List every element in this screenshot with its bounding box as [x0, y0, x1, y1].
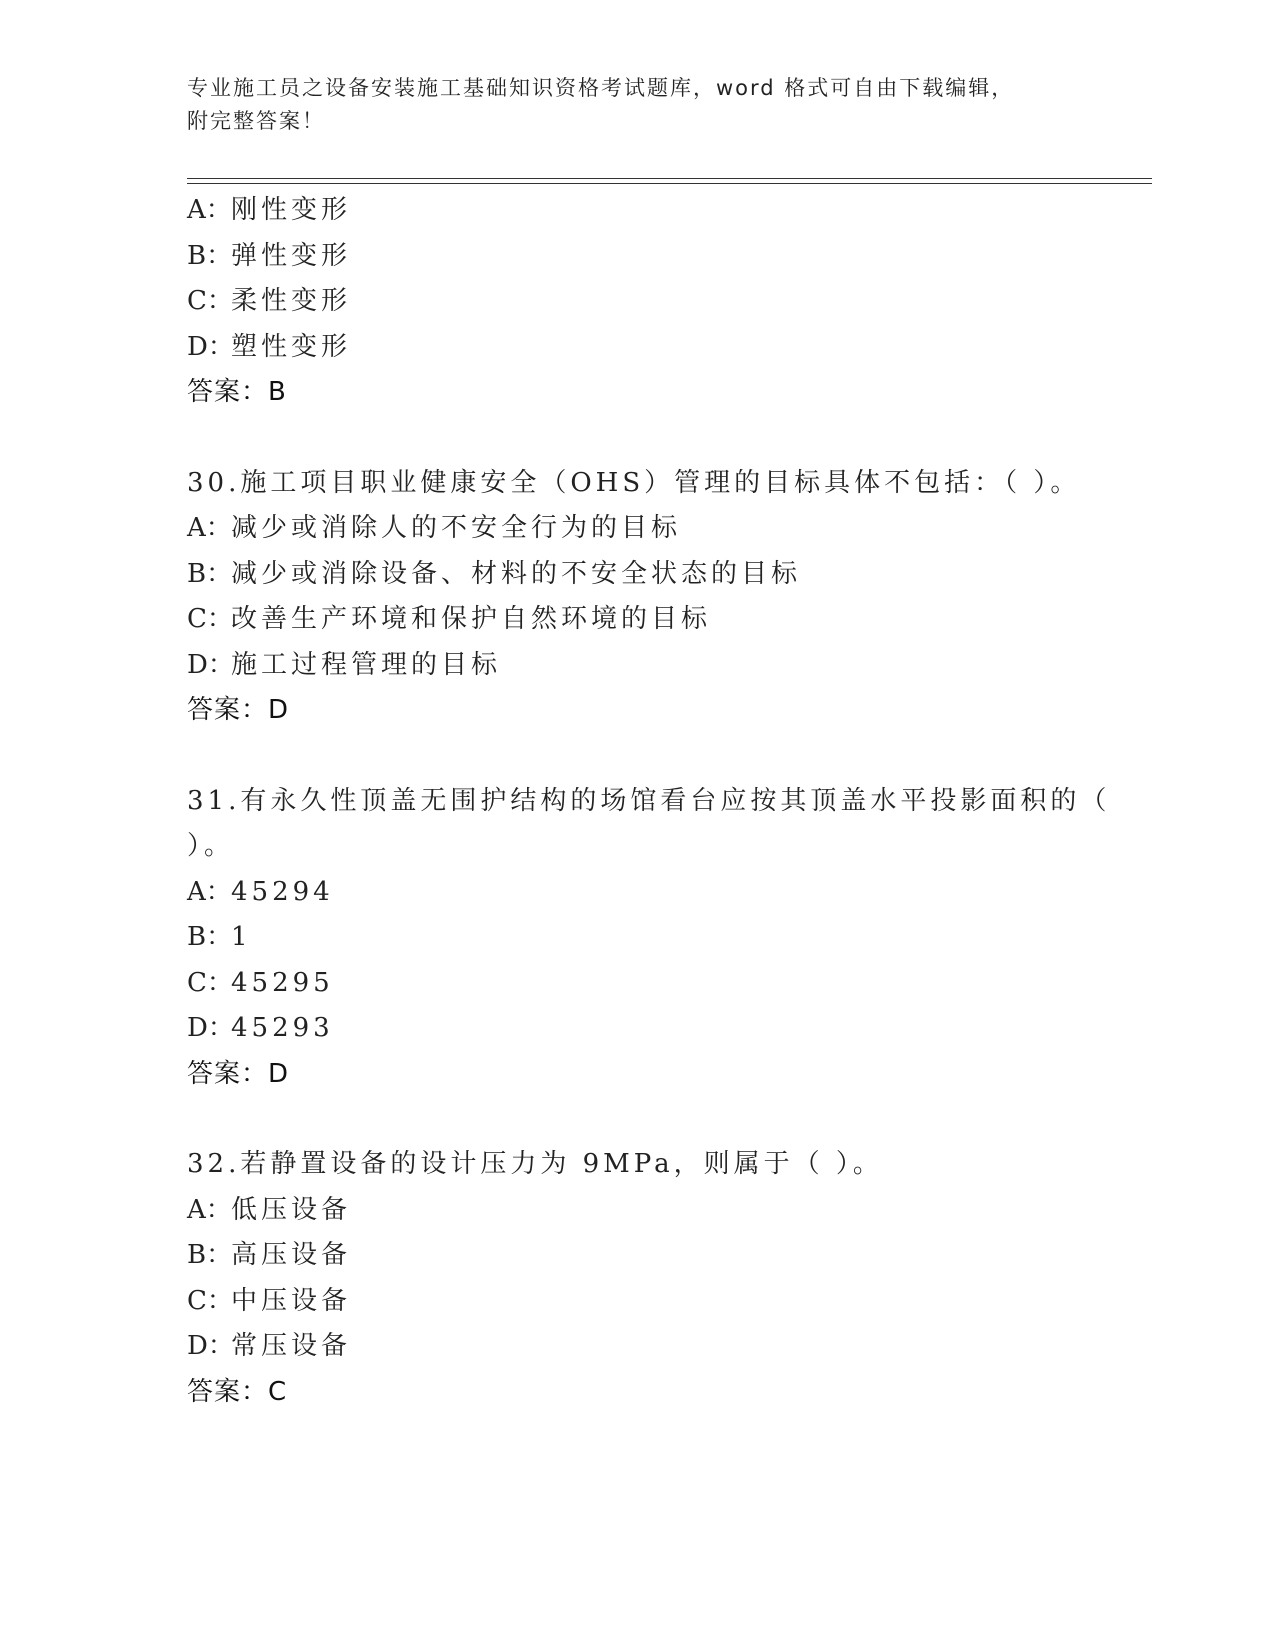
question-block-31 [187, 779, 1147, 1098]
option-a [187, 1188, 1147, 1234]
option-text: 施工过程管理的目标 [231, 649, 502, 680]
question-text: 32.若静置设备的设计压力为 9MPa，则属于（ ）。 [187, 1149, 883, 1179]
option-label: C： [187, 967, 233, 998]
option-label: B： [187, 240, 233, 271]
answer-line: 答案：B [187, 377, 287, 407]
option-label: C： [187, 286, 233, 316]
option-d [187, 1006, 1147, 1052]
option-a [187, 870, 1147, 916]
header-line-1: 专业施工员之设备安装施工基础知识资格考试题库，word 格式可自由下载编辑， [187, 76, 1015, 100]
option-text: 高压设备 [231, 1240, 352, 1270]
option-text: 弹性变形 [231, 240, 352, 271]
option-c [187, 961, 1147, 1007]
option-c [187, 1279, 1147, 1325]
option-d [187, 1324, 1147, 1370]
option-label: B： [187, 558, 233, 589]
option-label: D： [187, 1013, 234, 1043]
option-d [187, 643, 1147, 689]
document-header [187, 72, 1087, 138]
spacer [187, 1097, 1147, 1142]
option-text: 45294 [231, 876, 334, 907]
answer-line: 答案：C [187, 1376, 288, 1407]
question-text-continued: ）。 [187, 831, 235, 861]
option-label: A： [187, 195, 232, 225]
option-text: 1 [231, 922, 252, 952]
option-text: 45295 [231, 967, 334, 998]
question-block-30 [187, 461, 1147, 734]
option-label: D： [187, 331, 234, 362]
question-text: 31.有永久性顶盖无围护结构的场馆看台应按其顶盖水平投影面积的（ [187, 785, 1111, 816]
option-text: 45293 [231, 1013, 334, 1043]
option-text: 减少或消除人的不安全行为的目标 [231, 513, 682, 543]
option-label: D： [187, 1331, 234, 1361]
option-label: C： [187, 1285, 233, 1316]
option-text: 柔性变形 [231, 286, 352, 316]
header-line-2: 附完整答案！ [187, 109, 325, 133]
question-block-32 [187, 1142, 1147, 1415]
header-divider-top [187, 178, 1152, 179]
option-text: 减少或消除设备、材料的不安全状态的目标 [231, 558, 802, 589]
header-divider-bottom [187, 183, 1152, 184]
option-label: A： [187, 876, 232, 907]
option-label: A： [187, 513, 232, 543]
option-label: D： [187, 649, 234, 680]
option-text: 改善生产环境和保护自然环境的目标 [231, 604, 712, 634]
option-a [187, 188, 1147, 234]
spacer [187, 416, 1147, 461]
answer-line: 答案：D [187, 1058, 290, 1089]
question-text: 30.施工项目职业健康安全（OHS）管理的目标具体不包括：（ ）。 [187, 467, 1081, 498]
answer-line: 答案：D [187, 695, 290, 725]
option-text: 刚性变形 [231, 195, 352, 225]
option-c [187, 279, 1147, 325]
option-c [187, 597, 1147, 643]
option-text: 塑性变形 [231, 331, 352, 362]
option-text: 常压设备 [231, 1331, 352, 1361]
option-label: A： [187, 1194, 232, 1225]
option-text: 低压设备 [231, 1194, 352, 1225]
option-label: C： [187, 604, 233, 634]
spacer [187, 734, 1147, 779]
option-label: B： [187, 922, 233, 952]
option-b [187, 1233, 1147, 1279]
option-text: 中压设备 [231, 1285, 352, 1316]
option-d [187, 325, 1147, 371]
option-b [187, 552, 1147, 598]
option-b [187, 915, 1147, 961]
question-list [187, 188, 1147, 1415]
option-a [187, 506, 1147, 552]
option-b [187, 234, 1147, 280]
option-label: B： [187, 1240, 233, 1270]
question-block-29 [187, 188, 1147, 416]
